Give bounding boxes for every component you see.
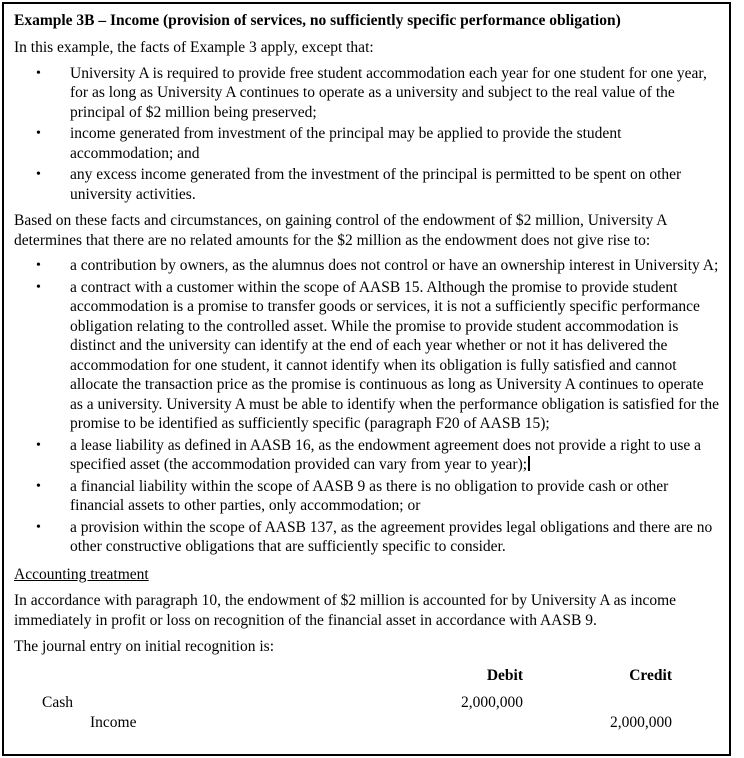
bullet-icon: • xyxy=(36,437,41,453)
list-item xyxy=(12,477,719,516)
bullet-icon: • xyxy=(36,258,41,273)
analysis-bullet-list xyxy=(12,256,719,557)
fact-text: University A is required to provide free student accommodation each year for one student for one year, for as long as University A continues to operate as a university and subject to the real value of the principal of $2 million being preserved; xyxy=(70,64,707,121)
example-box xyxy=(2,2,731,756)
analysis-text: a provision within the scope of AASB 137, as the agreement provides legal obligations and there are no other constructive obligations that are sufficiently specific to consider. xyxy=(70,518,713,555)
journal-entry-table xyxy=(12,666,719,733)
facts-bullet-list xyxy=(12,64,719,205)
example-title: Example 3B – Income (provision of services, no sufficiently specific performance obligation) xyxy=(14,12,621,29)
bullet-icon: • xyxy=(36,478,41,494)
debit-header: Debit xyxy=(486,666,523,684)
journal-intro-paragraph: The journal entry on initial recognition is: xyxy=(14,638,274,655)
journal-header-row xyxy=(12,666,719,686)
text-cursor[interactable] xyxy=(528,456,530,471)
list-item xyxy=(12,124,719,163)
account-cell: Cash xyxy=(42,694,73,711)
bullet-icon: • xyxy=(36,519,41,535)
bullet-icon: • xyxy=(36,167,41,182)
analysis-text: a lease liability as defined in AASB 16, as the endowment agreement does not provide a right to use a specified asset (the accommodation provided can vary from year to year); xyxy=(70,436,702,473)
bullet-icon: • xyxy=(36,126,41,141)
conclusion-paragraph: Based on these facts and circumstances, on gaining control of the endowment of $2 million, University A determines that there are no related amounts for the $2 million as the endowment does not give rise to: xyxy=(14,212,667,249)
table-row xyxy=(12,713,719,733)
fact-text: any excess income generated from the investment of the principal is permitted to be spent on other university activities. xyxy=(70,166,682,203)
list-item xyxy=(12,165,719,204)
fact-text: income generated from investment of the principal may be applied to provide the student accommodation; and xyxy=(70,125,622,162)
table-row xyxy=(12,693,719,713)
account-cell: Income xyxy=(90,713,137,731)
list-item xyxy=(12,64,719,123)
credit-header: Credit xyxy=(629,666,672,684)
analysis-text: a financial liability within the scope of AASB 9 as there is no obligation to provide cash or other financial assets to other parties, only accommodation; or xyxy=(70,477,669,514)
list-item xyxy=(12,518,719,557)
list-item xyxy=(12,278,719,434)
intro-paragraph: In this example, the facts of Example 3 apply, except that: xyxy=(14,39,374,56)
bullet-icon: • xyxy=(36,65,41,81)
debit-cell: 2,000,000 xyxy=(461,694,523,711)
list-item xyxy=(12,436,719,475)
credit-cell: 2,000,000 xyxy=(610,713,672,731)
analysis-text: a contribution by owners, as the alumnus does not control or have an ownership interest in University A; xyxy=(70,257,719,274)
bullet-icon: • xyxy=(36,279,41,295)
accounting-treatment-heading: Accounting treatment xyxy=(14,565,149,583)
accounting-paragraph: In accordance with paragraph 10, the endowment of $2 million is accounted for by University A as income immediately in profit or loss on recognition of the financial asset in accordance with AASB 9. xyxy=(14,592,677,629)
analysis-text: a contract with a customer within the scope of AASB 15. Although the promise to provide student accommodation is a promise to transfer goods or services, it is not a sufficiently specific performance obligation relating to the controlled asset. While the promise to provide student accommodation is distinct and the university can identify at the end of each year whether or not it has delivered the accommodation for one student, it cannot identify when its obligation is fully satisfied and cannot allocate the transaction price as the promise is continuous as long as University A continues to operate as a university. University A must be able to identify when the performance obligation is satisfied for the promise to be identified as sufficiently specific (paragraph F20 of AASB 15); xyxy=(70,278,719,432)
list-item xyxy=(12,256,719,276)
